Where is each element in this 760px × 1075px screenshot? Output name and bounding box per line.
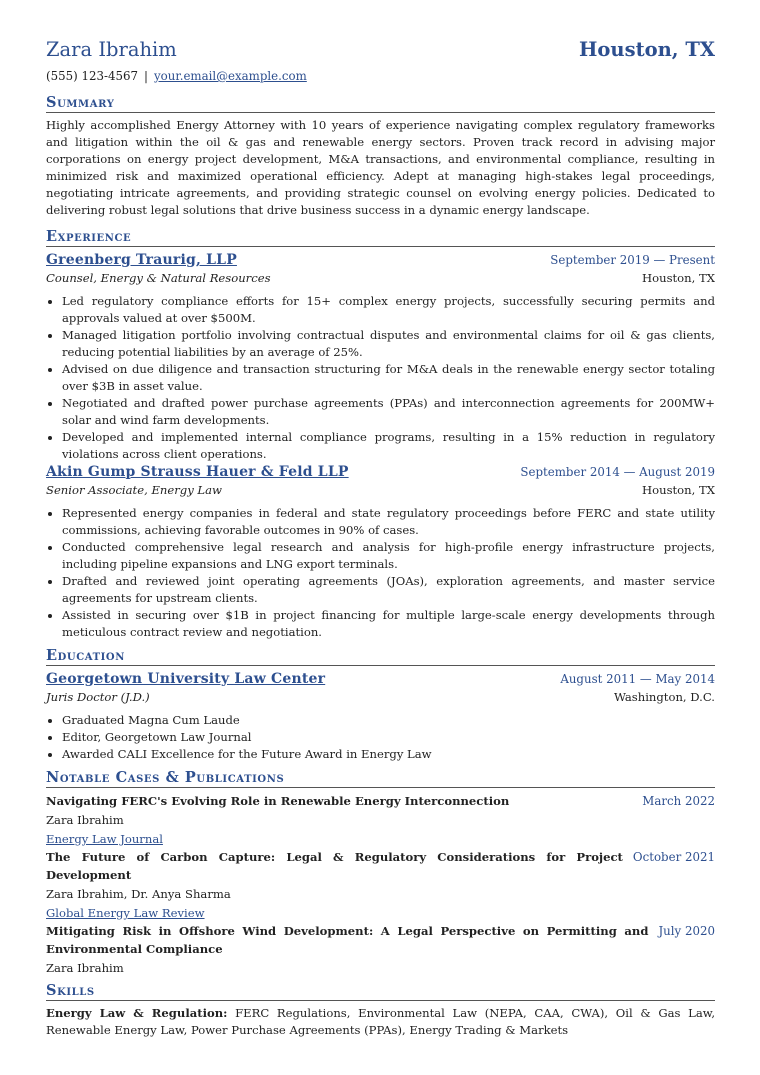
education-bullets [46, 712, 715, 763]
entry-header [46, 463, 715, 482]
entry-header [46, 670, 715, 689]
list-item: • Managed litigation portfolio involving contractual disputes and environmental claims for oil & gas clients, reducing potential liabilities by an average of 25%. [62, 327, 715, 361]
job-role: Senior Associate, Energy Law [46, 483, 222, 497]
email-link[interactable]: your.email@example.com [153, 69, 307, 83]
experience-entry [46, 463, 715, 641]
journal-link[interactable]: Global Energy Law Review [46, 906, 205, 920]
skills-line [46, 1005, 715, 1039]
publication-header [46, 922, 715, 958]
publication-header [46, 792, 715, 810]
list-item: • Graduated Magna Cum Laude [62, 712, 715, 729]
journal-link[interactable]: Energy Law Journal [46, 832, 163, 846]
publication-date: October 2021 [632, 850, 715, 864]
skills-text: FERC Regulations, Environmental Law (NEPA, CAA, CWA), Oil & Gas Law, Renewable Energy Law, Power Purchase Agreements (PPAs), Energy Trading & Markets [46, 1006, 715, 1037]
publication-header [46, 848, 715, 884]
list-item: • Represented energy companies in federal and state regulatory proceedings before FERC and state utility commissions, achieving favorable outcomes in 90% of cases. [62, 505, 715, 539]
skills-label: Energy Law & Regulation: [46, 1006, 228, 1020]
job-bullets [46, 505, 715, 641]
publication-title: The Future of Carbon Capture: Legal & Regulatory Considerations for Project Development [46, 850, 623, 882]
candidate-name: Zara Ibrahim [46, 38, 177, 61]
entry-subheader [46, 482, 715, 499]
publication-title: Navigating FERC's Evolving Role in Renewable Energy Interconnection [46, 794, 510, 808]
entry-subheader [46, 270, 715, 287]
list-item: • Assisted in securing over $1B in project financing for multiple large-scale energy developments through meticulous contract review and negotiation. [62, 607, 715, 641]
job-dates: September 2019 — Present [550, 253, 715, 267]
job-bullets [46, 293, 715, 463]
resume-header [46, 38, 715, 61]
publication-date: March 2022 [642, 794, 715, 808]
candidate-location: Houston, TX [579, 38, 715, 61]
contact-separator: | [144, 69, 148, 83]
resume-page [46, 38, 715, 1039]
employer-link[interactable]: Akin Gump Strauss Hauer & Feld LLP [46, 464, 349, 480]
education-dates: August 2011 — May 2014 [560, 672, 715, 686]
job-location: Houston, TX [642, 271, 715, 285]
section-title-experience: Experience [46, 228, 715, 247]
summary-text: Highly accomplished Energy Attorney with 10 years of experience navigating complex regulatory frameworks and litigation within the oil & gas and renewable energy sectors. Proven track record in advising major corporations on energy project development, M&A transactions, and environmental compliance, resulting in minimized risk and maximized operational efficiency. Adept at managing high-stakes legal proceedings, negotiating intricate agreements, and providing strategic counsel on evolving energy policies. Dedicated to delivering robust legal solutions that drive business success in a dynamic energy landscape. [46, 118, 715, 217]
employer-link[interactable]: Greenberg Traurig, LLP [46, 252, 237, 268]
list-item: • Developed and implemented internal compliance programs, resulting in a 15% reduction in regulatory violations across client operations. [62, 429, 715, 463]
publication-title: Mitigating Risk in Offshore Wind Development: A Legal Perspective on Permitting and Environmental Compliance [46, 924, 649, 956]
publication-entry [46, 848, 715, 922]
experience-entry [46, 251, 715, 463]
list-item: • Led regulatory compliance efforts for 15+ complex energy projects, successfully securing permits and approvals valued at over $500M. [62, 293, 715, 327]
entry-subheader [46, 689, 715, 706]
school-location: Washington, D.C. [613, 690, 715, 704]
publication-date: July 2020 [658, 924, 715, 938]
job-location: Houston, TX [642, 483, 715, 497]
section-title-education: Education [46, 647, 715, 666]
list-item: • Drafted and reviewed joint operating agreements (JOAs), exploration agreements, and master service agreements for upstream clients. [62, 573, 715, 607]
job-dates: September 2014 — August 2019 [520, 465, 715, 479]
list-item: • Conducted comprehensive legal research and analysis for high-profile energy infrastructure projects, including pipeline expansions and LNG export terminals. [62, 539, 715, 573]
job-role: Counsel, Energy & Natural Resources [46, 271, 271, 285]
publication-authors: Zara Ibrahim [46, 961, 124, 975]
list-item: • Advised on due diligence and transaction structuring for M&A deals in the renewable energy sector totaling over $3B in asset value. [62, 361, 715, 395]
publication-entry [46, 792, 715, 848]
publication-authors: Zara Ibrahim [46, 813, 124, 827]
section-title-skills: Skills [46, 982, 715, 1001]
phone-number: (555) 123-4567 [46, 69, 138, 83]
section-title-summary: Summary [46, 94, 715, 113]
list-item: • Negotiated and drafted power purchase agreements (PPAs) and interconnection agreements for 200MW+ solar and wind farm developments. [62, 395, 715, 429]
education-entry [46, 670, 715, 763]
section-title-publications: Notable Cases & Publications [46, 769, 715, 788]
entry-header [46, 251, 715, 270]
list-item: • Editor, Georgetown Law Journal [62, 729, 715, 746]
list-item: • Awarded CALI Excellence for the Future Award in Energy Law [62, 746, 715, 763]
school-link[interactable]: Georgetown University Law Center [46, 671, 326, 687]
publication-authors: Zara Ibrahim, Dr. Anya Sharma [46, 887, 231, 901]
publication-entry [46, 922, 715, 978]
contact-line [46, 69, 715, 83]
degree: Juris Doctor (J.D.) [46, 690, 150, 704]
